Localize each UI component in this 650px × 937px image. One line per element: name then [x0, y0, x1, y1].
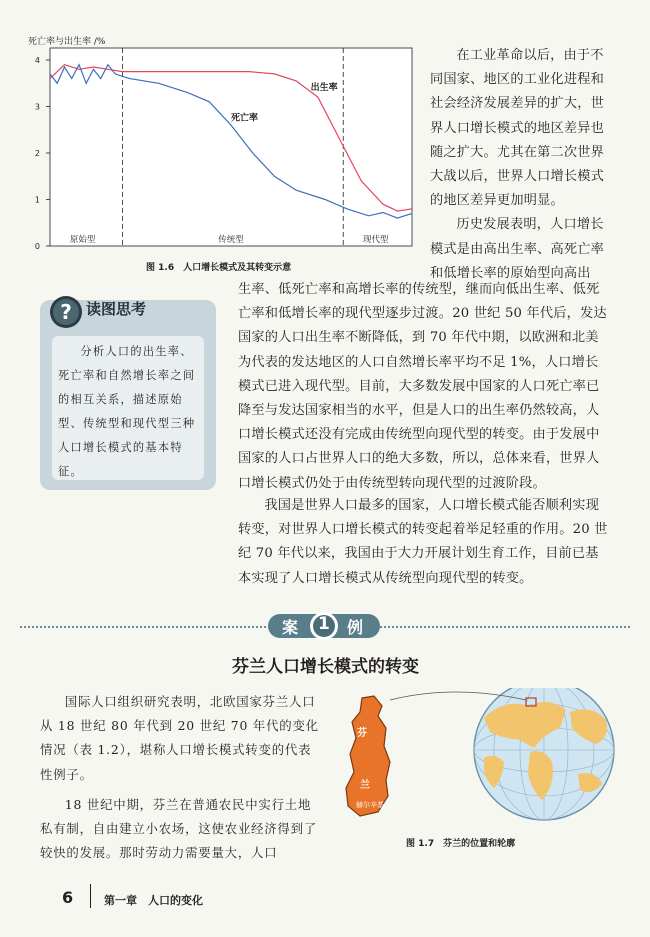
series-label: 死亡率	[231, 113, 259, 124]
case-label-left: 案	[282, 618, 299, 637]
paragraph-history-continued: 生率、低死亡率和高增长率的传统型，继而向低出生率、低死亡率和低增长率的现代型逐步过渡。20 世纪 50 年代后，发达国家的人口出生率不断降低，到 70 年代中期，以欧洲和北美为代表的发达地区的人口自然增长率平均不足 1%，人口增长模式已进入现代型。目前，大多数发展中国家的人口死亡率已降至与发达国家相当的水平，但是人口的出生率仍然较高，人口增长模式还没有完成由传统型向现代型的转变。由于发展中国家的人口占世界人口的绝大多数，所以，总体来看，世界人口增长模式仍处于由传统型转向现代型的过渡阶段。	[238, 282, 607, 491]
map-label-fin: 芬	[357, 728, 367, 739]
y-tick-label: 3	[34, 102, 40, 112]
finland-outline	[346, 696, 390, 816]
chapter-title: 第一章 人口的变化	[104, 894, 203, 907]
right-column-text	[430, 44, 606, 286]
china-text-block	[238, 494, 608, 591]
question-icon	[46, 292, 86, 332]
case-label-right: 例	[347, 618, 364, 637]
paragraph-china: 我国是世界人口最多的国家，人口增长模式能否顺利实现转变，对世界人口增长模式的转变起着举足轻重的作用。20 世纪 70 年代以来，我国由于大力开展计划生育工作，目前已基本实现了人口增长模式从传统型向现代型的转变。	[238, 498, 608, 586]
y-tick-label: 1	[34, 195, 40, 205]
read-think-body	[52, 336, 204, 480]
plot-frame	[50, 48, 412, 246]
y-tick-label: 0	[34, 242, 40, 251]
case-title: 芬兰人口增长模式的转变	[232, 657, 419, 677]
paragraph-history-start: 历史发展表明，人口增长模式是由高出生率、高死亡率和低增长率的原始型向高出	[430, 217, 605, 281]
main-text-block	[238, 278, 608, 496]
page-number: 6	[62, 888, 74, 907]
map-label-helsinki: 赫尔辛基	[356, 801, 384, 809]
region-label: 传统型	[218, 235, 244, 245]
svg-text:?: ?	[60, 300, 72, 324]
map-label-land: 兰	[360, 780, 370, 791]
read-think-title: 读图思考	[86, 300, 147, 318]
region-label: 现代型	[363, 235, 389, 245]
case-paragraph-2: 18 世纪中期，芬兰在普通农民中实行土地私有制，自由建立小农场，这使农业经济得到了较快的发展。那时劳动力需要量大，人口	[40, 796, 318, 861]
chart-plot-area	[35, 48, 412, 251]
population-model-chart	[26, 30, 426, 270]
series-label: 出生率	[310, 83, 338, 94]
y-tick-label: 2	[34, 149, 40, 158]
case-paragraph-1: 国际人口组织研究表明，北欧国家芬兰人口从 18 世纪 80 年代到 20 世纪 70 年代的变化情况（表 1.2），堪称人口增长模式转变的代表性例子。	[40, 694, 319, 782]
read-think-text: 分析人口的出生率、死亡率和自然增长率之间的相互关系，描述原始型、传统型和现代型三种人口增长模式的基本特征。	[58, 345, 196, 478]
map-caption: 图 1.7 芬兰的位置和轮廓	[406, 839, 516, 849]
chart-ylabel: 死亡率与出生率 /%	[28, 37, 106, 47]
region-label: 原始型	[69, 235, 96, 245]
chart-caption: 图 1.6 人口增长模式及其转变示意	[146, 263, 292, 273]
footer-divider	[90, 884, 91, 908]
paragraph-industrial-revolution: 在工业革命以后，由于不同国家、地区的工业化进程和社会经济发展差异的扩大，世界人口增长模式的地区差异也随之扩大。尤其在第二次世界大战以后，世界人口增长模式的地区差异更加明显。	[430, 48, 605, 209]
case-number: 1	[318, 614, 330, 634]
y-tick-label: 4	[34, 56, 40, 65]
case-text	[40, 690, 322, 865]
finland-location-map	[334, 688, 634, 848]
